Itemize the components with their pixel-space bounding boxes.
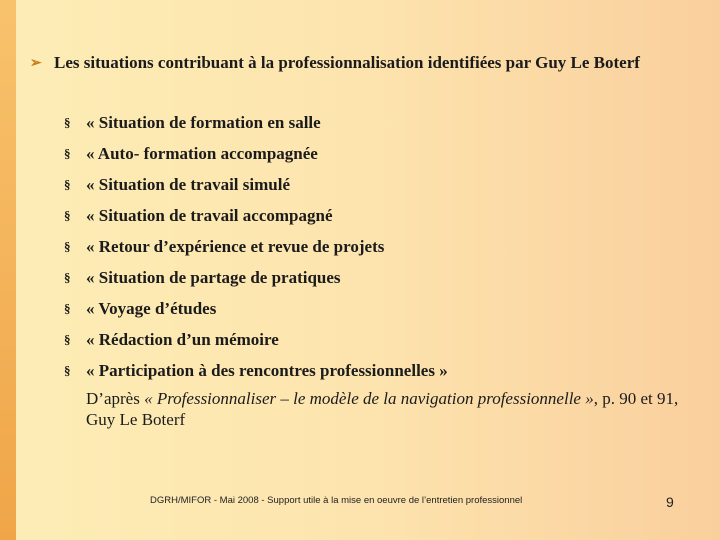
list-item-text: « Participation à des rencontres professionnelles » [86, 360, 448, 380]
list-item [64, 138, 704, 169]
list-item-text: « Rédaction d’un mémoire [86, 329, 279, 349]
list-item [64, 107, 704, 138]
source-prefix: D’après [86, 389, 145, 408]
arrow-bullet-icon: ➢ [30, 56, 42, 71]
list-item [64, 231, 704, 262]
section-sign-bullet-icon: § [64, 176, 71, 192]
list-item [64, 293, 704, 324]
slide-footer: DGRH/MIFOR - Mai 2008 - Support utile à la mise en oeuvre de l’entretien professionnel [150, 495, 523, 506]
list-item [64, 324, 704, 355]
section-sign-bullet-icon: § [64, 114, 71, 130]
list-item-text: « Auto- formation accompagnée [86, 143, 318, 163]
section-sign-bullet-icon: § [64, 238, 71, 254]
section-sign-bullet-icon: § [64, 300, 71, 316]
list-item-text: « Retour d’expérience et revue de projets [86, 236, 385, 256]
section-sign-bullet-icon: § [64, 331, 71, 347]
page-number: 9 [666, 494, 674, 510]
list-item [64, 355, 704, 386]
list-item-text: « Voyage d’études [86, 298, 217, 318]
list-item [64, 169, 704, 200]
situations-list [64, 107, 704, 386]
section-sign-bullet-icon: § [64, 207, 71, 223]
source-suffix: , p. 90 et 91, Guy Le Boterf [86, 389, 679, 429]
list-item [64, 262, 704, 293]
list-item [64, 200, 704, 231]
section-sign-bullet-icon: § [64, 145, 71, 161]
list-item-text: « Situation de formation en salle [86, 112, 321, 132]
source-citation [86, 388, 706, 430]
source-title: « Professionnaliser – le modèle de la navigation professionnelle » [144, 389, 594, 408]
list-item-text: « Situation de travail accompagné [86, 205, 333, 225]
main-bullet-point [30, 52, 700, 75]
section-sign-bullet-icon: § [64, 269, 71, 285]
main-bullet-text: Les situations contribuant à la professionnalisation identifiées par Guy Le Boterf [54, 53, 640, 72]
list-item-text: « Situation de travail simulé [86, 174, 291, 194]
section-sign-bullet-icon: § [64, 362, 71, 378]
list-item-text: « Situation de partage de pratiques [86, 267, 341, 287]
